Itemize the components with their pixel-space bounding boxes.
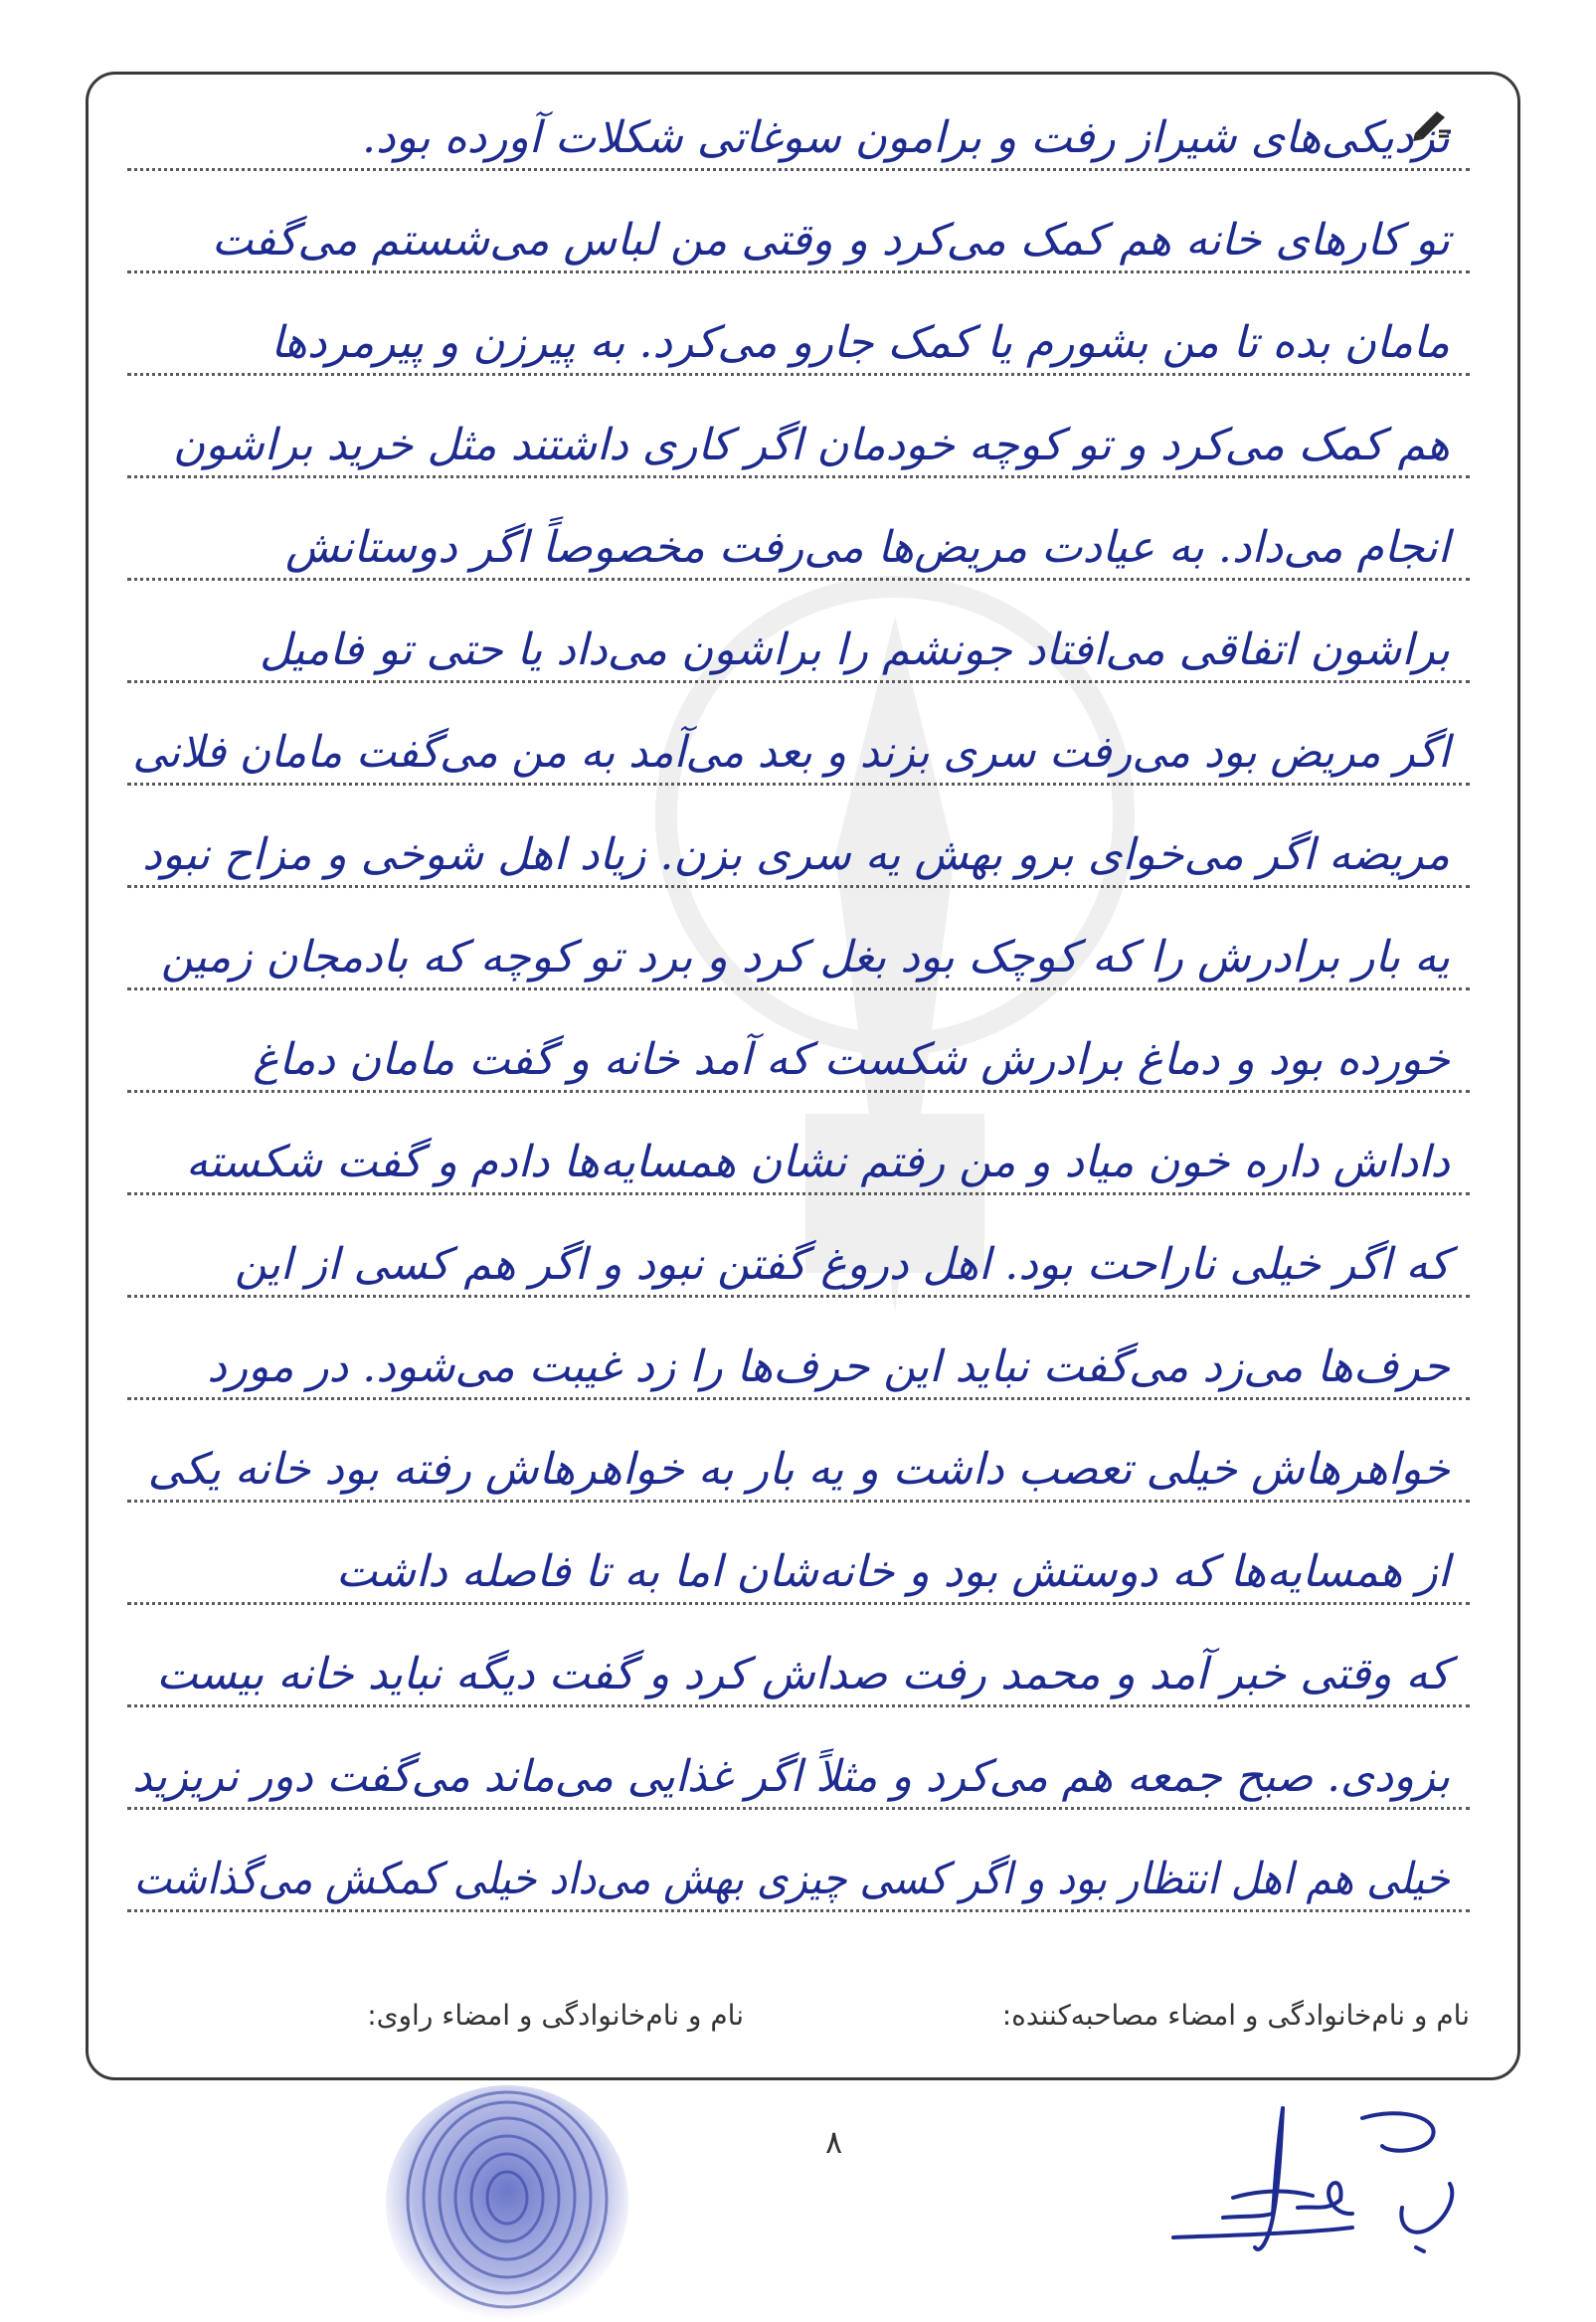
text-line [127,1728,1470,1828]
line-text: خیلی هم اهل انتظار بود و اگر کسی چیزی بهش می‌داد خیلی کمکش می‌گذاشت [133,1854,1450,1904]
line-text: خورده بود و دماغ برادرش شکست که آمد خانه و گفت مامان دماغ [253,1034,1450,1085]
page-number: ۸ [825,2123,843,2161]
line-text: که وقتی خبر آمد و محمد رفت صداش کرد و گفت دیگه نباید خانه بیست [156,1649,1450,1699]
line-text: مامان بده تا من بشورم یا کمک جارو می‌کرد. به پیرزن و پیرمردها [270,317,1450,368]
text-line [127,1523,1470,1623]
line-text: نزدیکی‌های شیراز رفت و برامون سوغاتی شکلات آورده بود. [362,112,1450,163]
text-line [127,89,1470,189]
handwritten-lines [127,89,1470,1959]
line-text: حرف‌ها می‌زد می‌گفت نباید این حرف‌ها را زد غیبت می‌شود. در مورد [207,1341,1450,1392]
signature-labels [127,1999,1470,2049]
text-line [127,1319,1470,1418]
text-line [127,1114,1470,1213]
text-line [127,192,1470,291]
line-text: تو کارهای خانه هم کمک می‌کرد و وقتی من لباس می‌شستم می‌گفت [211,215,1450,266]
text-line [127,909,1470,1008]
fingerprint-stamp [378,2078,636,2322]
text-line [127,1421,1470,1520]
text-line [127,397,1470,496]
line-text: براشون اتفاقی می‌افتاد جونشم را براشون می‌داد یا حتی تو فامیل [259,625,1450,675]
line-text: که اگر خیلی ناراحت بود. اهل دروغ گفتن نبود و اگر هم کسی از این [234,1239,1450,1290]
text-line [127,806,1470,906]
text-line [127,499,1470,599]
text-line [127,602,1470,701]
text-line [127,704,1470,804]
line-text: اگر مریض بود می‌رفت سری بزند و بعد می‌آمد به من می‌گفت مامان فلانی [132,727,1451,778]
line-text: بزودی. صبح جمعه هم می‌کرد و مثلاً اگر غذایی می‌ماند می‌گفت دور نریزید [132,1751,1450,1802]
text-line [127,1626,1470,1725]
text-line [127,1216,1470,1316]
line-text: خواهرهاش خیلی تعصب داشت و یه بار به خواهرهاش رفته بود خانه یکی [147,1444,1450,1495]
narrator-label: نام و نام‌خانوادگی و امضاء راوی: [367,1999,744,2032]
text-line [127,1011,1470,1111]
line-text: مریضه اگر می‌خوای برو بهش یه سری بزن. زیاد اهل شوخی و مزاح نبود [142,829,1450,880]
text-line [127,1831,1470,1930]
line-text: یه بار برادرش را که کوچک بود بغل کرد و برد تو کوچه که بادمجان زمین [160,932,1450,982]
interviewer-label: نام و نام‌خانوادگی و امضاء مصاحبه‌کننده: [1001,1999,1470,2032]
line-text: داداش داره خون میاد و من رفتم نشان همسایه‌ها دادم و گفت شکسته [185,1137,1450,1187]
text-line [127,294,1470,394]
line-text: از همسایه‌ها که دوستش بود و خانه‌شان اما به تا فاصله داشت [335,1546,1450,1597]
line-text: انجام می‌داد. به عیادت مریض‌ها می‌رفت مخصوصاً اگر دوستانش [285,522,1450,573]
line-text: هم کمک می‌کرد و تو کوچه خودمان اگر کاری داشتند مثل خرید براشون [172,420,1450,470]
signature-mark [1163,2088,1482,2257]
